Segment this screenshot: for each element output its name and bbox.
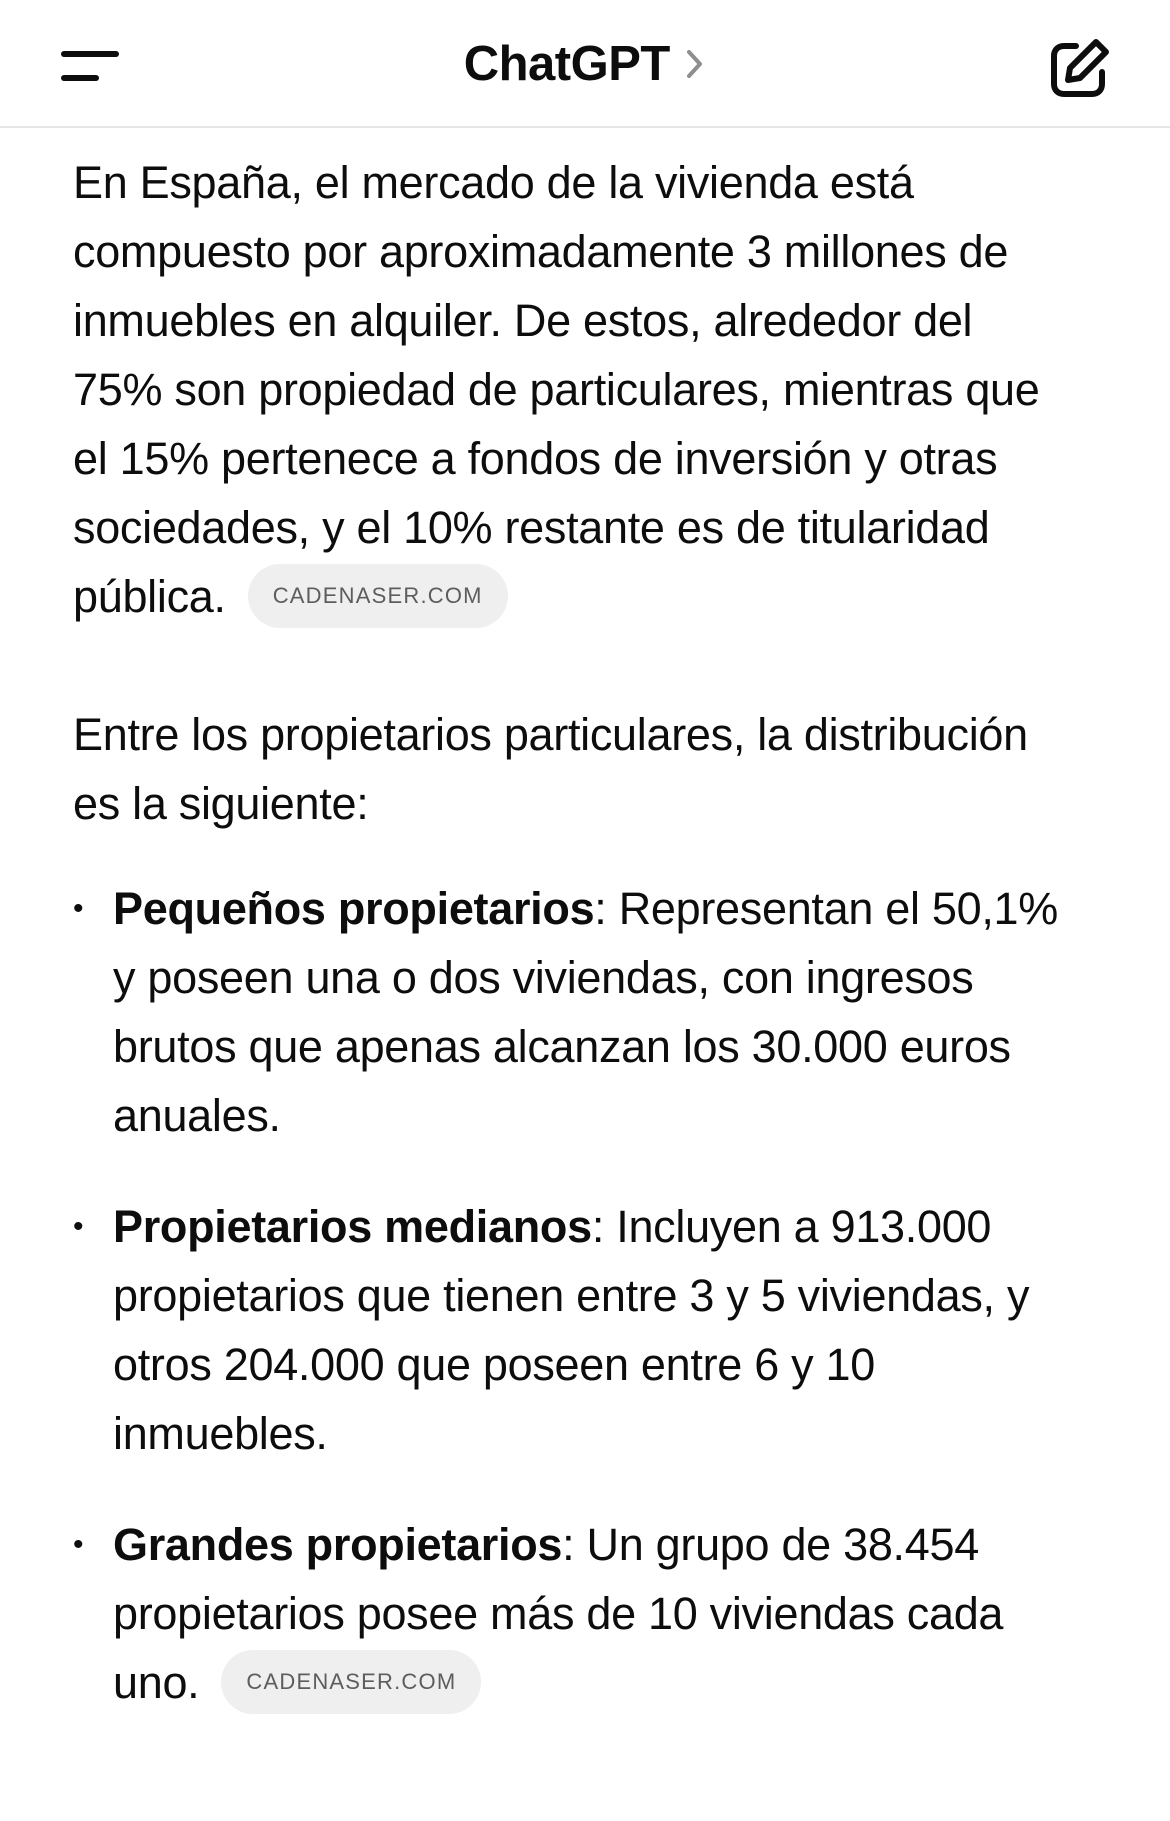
bullet-icon: •: [73, 1528, 84, 1562]
source-chip[interactable]: CADENASER.COM: [248, 564, 508, 628]
bullet-icon: •: [73, 1210, 84, 1244]
app-title: ChatGPT: [463, 37, 670, 91]
bullet-list: [73, 874, 1073, 1718]
chevron-right-icon: [684, 46, 706, 82]
list-item: [73, 874, 1073, 1150]
list-item-term: Grandes propietarios: [113, 1519, 563, 1571]
list-item-text: : Un grupo de 38.454 propietarios posee más de 10 viviendas cada uno.: [113, 1519, 1004, 1709]
source-chip[interactable]: CADENASER.COM: [221, 1650, 481, 1714]
model-selector[interactable]: [0, 36, 1170, 92]
paragraph-text: En España, el mercado de la vivienda está compuesto por aproximadamente 3 millones de inmuebles en alquiler. De estos, alrededor del 75% son propiedad de particulares, mientras que el 15% pertenece a fondos de inversión y otras sociedades, y el 10% restante es de titularidad pública.: [73, 157, 1040, 622]
message-paragraph: [73, 148, 1073, 632]
list-item-text: : Incluyen a 913.000 propietarios que tienen entre 3 y 5 viviendas, y otros 204.000 que poseen entre 6 y 10 inmuebles.: [113, 1201, 1030, 1460]
bullet-icon: •: [73, 892, 84, 926]
assistant-message: [73, 148, 1073, 1760]
list-item-term: Pequeños propietarios: [113, 883, 595, 935]
list-item-term: Propietarios medianos: [113, 1201, 592, 1253]
list-item-text: : Representan el 50,1% y poseen una o dos viviendas, con ingresos brutos que apenas alcanzan los 30.000 euros anuales.: [113, 883, 1058, 1142]
message-paragraph: Entre los propietarios particulares, la distribución es la siguiente:: [73, 709, 1028, 830]
list-item: [73, 1192, 1073, 1468]
list-item: [73, 1510, 1073, 1718]
top-bar: [0, 0, 1170, 128]
compose-icon[interactable]: [1046, 36, 1112, 102]
